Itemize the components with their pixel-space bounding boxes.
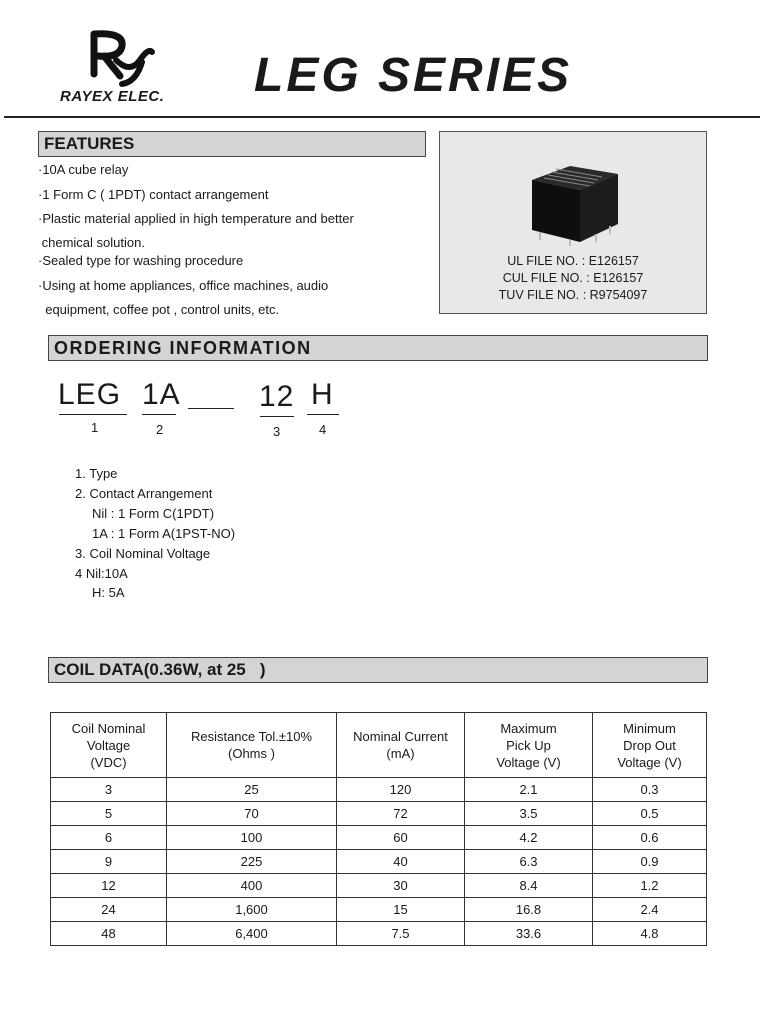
note-line: 1. Type (75, 466, 118, 481)
table-row (51, 922, 707, 946)
table-row (51, 778, 707, 802)
col-header-resistance: Resistance Tol.±10% (Ohms ) (167, 713, 337, 778)
cell: 6 (51, 826, 167, 850)
rayex-logo-mark (86, 30, 156, 88)
ordering-heading: ORDERING INFORMATION (48, 335, 708, 361)
cell: 4.8 (593, 922, 707, 946)
code-index: 2 (156, 422, 164, 437)
series-title: LEG SERIES (254, 49, 573, 102)
code-index: 3 (273, 424, 281, 439)
cell: 70 (167, 802, 337, 826)
code-contact: 1A (142, 378, 181, 411)
code-underline (260, 416, 294, 417)
code-type: LEG (58, 378, 122, 411)
feature-item: chemical solution. (38, 235, 145, 250)
cell: 100 (167, 826, 337, 850)
code-underline (142, 414, 176, 415)
cell: 72 (337, 802, 465, 826)
cell: 25 (167, 778, 337, 802)
table-header-row (51, 713, 707, 778)
cell: 400 (167, 874, 337, 898)
code-voltage: 12 (259, 380, 295, 413)
cell: 120 (337, 778, 465, 802)
cell: 1,600 (167, 898, 337, 922)
code-underline (59, 414, 127, 415)
code-blank-line (188, 408, 234, 409)
tuv-file-number: TUV FILE NO. : R9754097 (498, 288, 648, 302)
note-line: 3. Coil Nominal Voltage (75, 546, 211, 561)
relay-image (530, 158, 620, 246)
cell: 5 (51, 802, 167, 826)
cell: 9 (51, 850, 167, 874)
table-row (51, 898, 707, 922)
cell: 4.2 (465, 826, 593, 850)
table-row (51, 826, 707, 850)
brand-name: RAYEX ELEC. (60, 88, 165, 105)
code-underline (307, 414, 339, 415)
table-row (51, 802, 707, 826)
note-line: Nil : 1 Form C(1PDT) (92, 506, 215, 521)
cell: 33.6 (465, 922, 593, 946)
cell: 0.9 (593, 850, 707, 874)
cell: 2.1 (465, 778, 593, 802)
cell: 12 (51, 874, 167, 898)
product-image-panel (439, 131, 707, 314)
col-header-pickup: Maximum Pick Up Voltage (V) (465, 713, 593, 778)
cell: 7.5 (337, 922, 465, 946)
cell: 1.2 (593, 874, 707, 898)
feature-item: ·Sealed type for washing procedure (38, 253, 244, 268)
cell: 2.4 (593, 898, 707, 922)
note-line: 2. Contact Arrangement (75, 486, 213, 501)
cell: 8.4 (465, 874, 593, 898)
cell: 3 (51, 778, 167, 802)
cell: 48 (51, 922, 167, 946)
feature-item: ·1 Form C ( 1PDT) contact arrangement (38, 187, 269, 202)
cell: 24 (51, 898, 167, 922)
features-heading: FEATURES (38, 131, 426, 157)
cell: 16.8 (465, 898, 593, 922)
cul-file-number: CUL FILE NO. : E126157 (502, 271, 644, 285)
cell: 3.5 (465, 802, 593, 826)
cell: 6,400 (167, 922, 337, 946)
cell: 0.3 (593, 778, 707, 802)
feature-item: equipment, coffee pot , control units, etc. (38, 302, 280, 317)
coil-data-heading: COIL DATA(0.36W, at 25 ) (48, 657, 708, 683)
coil-data-table (50, 712, 707, 946)
cell: 40 (337, 850, 465, 874)
feature-item: ·Plastic material applied in high temperature and better (38, 211, 354, 226)
table-row (51, 850, 707, 874)
cell: 15 (337, 898, 465, 922)
note-line: H: 5A (92, 585, 125, 600)
cell: 225 (167, 850, 337, 874)
note-line: 4 Nil:10A (75, 566, 128, 581)
cell: 60 (337, 826, 465, 850)
cell: 0.5 (593, 802, 707, 826)
table-row (51, 874, 707, 898)
feature-item: ·10A cube relay (38, 162, 129, 177)
col-header-voltage: Coil Nominal Voltage (VDC) (51, 713, 167, 778)
cell: 6.3 (465, 850, 593, 874)
col-header-dropout: Minimum Drop Out Voltage (V) (593, 713, 707, 778)
cell: 0.6 (593, 826, 707, 850)
col-header-current: Nominal Current (mA) (337, 713, 465, 778)
code-index: 4 (319, 422, 327, 437)
header-divider (4, 116, 760, 118)
ul-file-number: UL FILE NO. : E126157 (507, 254, 639, 268)
code-index: 1 (91, 420, 99, 435)
feature-item: ·Using at home appliances, office machines, audio (38, 278, 329, 293)
code-current: H (311, 378, 334, 411)
note-line: 1A : 1 Form A(1PST-NO) (92, 526, 236, 541)
cell: 30 (337, 874, 465, 898)
